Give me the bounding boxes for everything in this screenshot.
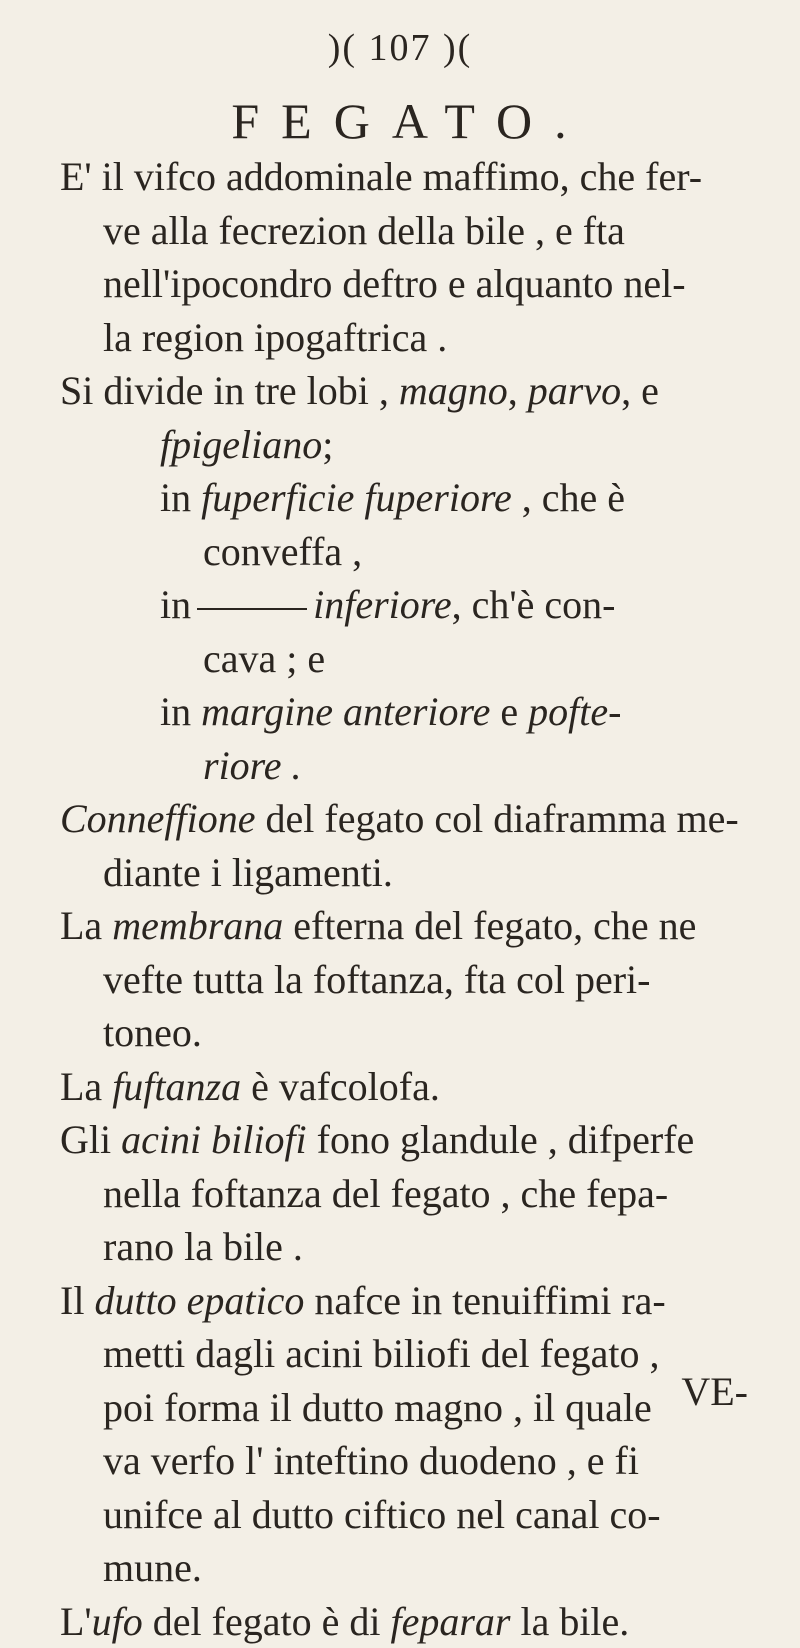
text-span: in xyxy=(160,689,201,734)
text-span: rano la bile . xyxy=(103,1224,303,1269)
italic-term: magno xyxy=(399,368,508,413)
text-span: la region ipogaftrica . xyxy=(103,315,447,360)
text-line xyxy=(60,953,780,1007)
text-line xyxy=(60,1541,780,1595)
text-line xyxy=(60,685,780,739)
text-span: fono glandule , difperfe xyxy=(307,1117,695,1162)
italic-term: acini biliofi xyxy=(121,1117,307,1162)
text-line xyxy=(60,1327,780,1381)
text-span: cava ; e xyxy=(203,636,325,681)
text-span: è vafcolofa. xyxy=(241,1064,440,1109)
text-span: nell'ipocondro deftro e alquanto nel- xyxy=(103,261,686,306)
italic-term: fpigeliano xyxy=(160,422,322,467)
text-line xyxy=(60,150,780,204)
text-line xyxy=(60,1488,780,1542)
text-line xyxy=(60,418,780,472)
text-span: , ch'è con- xyxy=(452,582,616,627)
page-number-header: )( 107 )( xyxy=(0,26,800,70)
text-span: del fegato è di xyxy=(143,1599,391,1644)
italic-term: dutto epatico xyxy=(94,1278,304,1323)
body-text xyxy=(60,150,780,1648)
text-line xyxy=(60,1220,780,1274)
text-line xyxy=(60,1274,780,1328)
text-line xyxy=(60,739,780,793)
italic-term: pofte- xyxy=(528,689,621,734)
italic-term: Conneffione xyxy=(60,796,256,841)
text-line xyxy=(60,257,780,311)
italic-term: riore . xyxy=(203,743,302,788)
text-line xyxy=(60,1113,780,1167)
text-span: L' xyxy=(60,1599,92,1644)
text-span: E' il vifco addominale maffimo, che fer- xyxy=(60,154,702,199)
text-span: va verfo l' inteftino duodeno , e fi xyxy=(103,1438,639,1483)
text-span: La xyxy=(60,903,112,948)
catchword: VE- xyxy=(681,1368,748,1415)
text-span: nafce in tenuiffimi ra- xyxy=(304,1278,665,1323)
text-span: Il xyxy=(60,1278,94,1323)
text-span: efterna del fegato, che ne xyxy=(283,903,696,948)
text-span: unifce al dutto ciftico nel canal co- xyxy=(103,1492,661,1537)
text-line xyxy=(60,311,780,365)
text-span: , e xyxy=(621,368,659,413)
text-line xyxy=(60,1167,780,1221)
italic-term: parvo xyxy=(528,368,621,413)
text-line xyxy=(60,471,780,525)
text-span: Si divide in tre lobi , xyxy=(60,368,399,413)
text-line xyxy=(60,792,780,846)
text-span: del fegato col diaframma me- xyxy=(256,796,739,841)
text-span: mune. xyxy=(103,1545,202,1590)
text-span: ve alla fecrezion della bile , e fta xyxy=(103,208,625,253)
text-line xyxy=(60,846,780,900)
text-span: ; xyxy=(322,422,333,467)
ditto-dash xyxy=(197,608,307,610)
text-span: nella foftanza del fegato , che fepa- xyxy=(103,1171,668,1216)
text-span: la bile. xyxy=(510,1599,629,1644)
text-line xyxy=(60,1434,780,1488)
italic-term: ufo xyxy=(92,1599,143,1644)
text-span: metti dagli acini biliofi del fegato , xyxy=(103,1331,660,1376)
text-line xyxy=(60,204,780,258)
text-span: conveffa , xyxy=(203,529,362,574)
text-span: toneo. xyxy=(103,1010,202,1055)
text-line xyxy=(60,578,780,632)
text-span: diante i ligamenti. xyxy=(103,850,393,895)
text-line xyxy=(60,632,780,686)
text-span: , xyxy=(508,368,528,413)
text-line xyxy=(60,899,780,953)
text-span: in xyxy=(160,475,201,520)
text-line xyxy=(60,525,780,579)
text-span: La xyxy=(60,1064,112,1109)
text-span: poi forma il dutto magno , il quale xyxy=(103,1385,652,1430)
italic-term: fuperficie fuperiore xyxy=(201,475,512,520)
text-line xyxy=(60,1060,780,1114)
text-span: e xyxy=(490,689,528,734)
chapter-title: FEGATO. xyxy=(0,92,800,150)
italic-term: margine anteriore xyxy=(201,689,490,734)
italic-term: feparar xyxy=(390,1599,510,1644)
text-span: vefte tutta la foftanza, fta col peri- xyxy=(103,957,650,1002)
italic-term: inferiore xyxy=(313,582,452,627)
text-span: Gli xyxy=(60,1117,121,1162)
text-span: in xyxy=(160,582,191,627)
italic-term: fuftanza xyxy=(112,1064,241,1109)
text-line xyxy=(60,1006,780,1060)
text-line xyxy=(60,364,780,418)
text-line xyxy=(60,1595,780,1648)
text-line xyxy=(60,1381,780,1435)
italic-term: membrana xyxy=(112,903,283,948)
text-span: , che è xyxy=(512,475,625,520)
